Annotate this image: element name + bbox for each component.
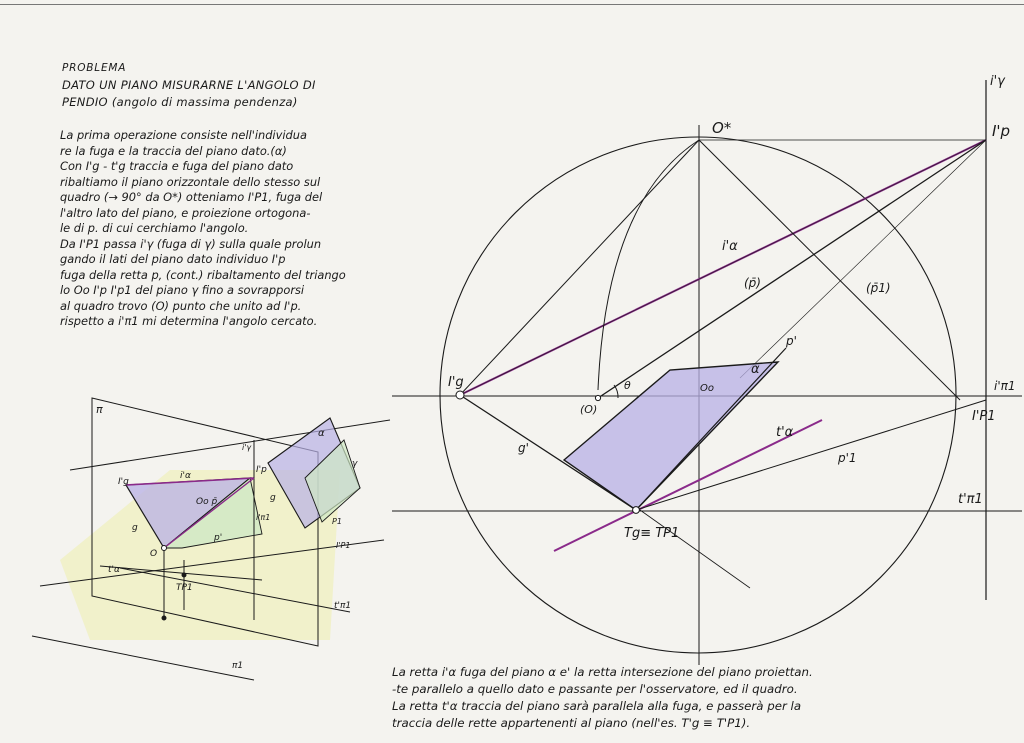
sketch-label-g: g	[132, 523, 138, 533]
explanation-line: l'altro lato del piano, e proiezione ortogona-	[60, 205, 311, 220]
label-p1-prime: p'1	[838, 451, 857, 465]
label-igamma: i'γ	[990, 74, 1005, 89]
label-theta: θ	[624, 379, 631, 392]
label-o-paren: (O)	[580, 403, 598, 416]
sketch-label-tpi1: t'π1	[334, 601, 352, 611]
sketch-label-alpha: α	[318, 428, 325, 439]
label-tpi1: t'π1	[958, 492, 983, 507]
sketch-label-pprime: p'	[214, 533, 223, 543]
label-ialpha: i'α	[722, 239, 738, 254]
explanation-line: le di p. di cui cerchiamo l'angolo.	[60, 221, 249, 235]
sketch-point-tp1	[182, 573, 186, 577]
explanation-line: La prima operazione consiste nell'individua	[60, 128, 307, 142]
label-ig: I'g	[448, 375, 464, 390]
explanation-line: ribaltiamo il piano orizzontale dello stesso sul	[60, 174, 321, 189]
label-p-prime: p'	[786, 334, 797, 348]
explanation-line: quadro (→ 90° da O*) otteniamo I'P1, fuga del	[60, 190, 323, 204]
sketch-point-low	[162, 616, 166, 620]
caption-line: -te parallelo a quello dato e passante per l'osservatore, ed il quadro.	[392, 682, 798, 696]
caption-line: La retta i'α fuga del piano α e' la retta intersezione del piano proiettan.	[392, 665, 813, 679]
label-ip: I'p	[992, 122, 1011, 140]
sketch-label-pi: π	[96, 403, 103, 416]
sketch-label-ig: I'g	[118, 477, 129, 487]
label-g-prime: g'	[518, 441, 529, 455]
label-alpha: α	[751, 362, 760, 377]
label-ipi1: i'π1	[994, 379, 1016, 393]
sketch-label-ialpha: i'α	[180, 471, 191, 481]
explanation-line: rispetto a i'π1 mi determina l'angolo cercato.	[60, 314, 318, 328]
problem-line-1: DATO UN PIANO MISURARNE L'ANGOLO DI	[62, 78, 316, 92]
sketch-label-tp1: TP1	[176, 583, 193, 593]
explanation-line: gando il lati del piano dato individuo I'p	[60, 252, 286, 266]
label-tg: Tg≡ TP1	[624, 526, 680, 541]
explanation-line: Con I'g - t'g traccia e fuga del piano dato	[60, 159, 294, 173]
explanation-line: Da I'P1 passa i'γ (fuga di γ) sulla quale prolun	[60, 236, 322, 251]
label-oo: Oo	[700, 383, 714, 394]
sketch-label-o: O	[150, 549, 158, 559]
sketch-label-oo-p: Oo p̄	[196, 497, 218, 507]
sketch-label-ip1: I'P1	[336, 541, 351, 550]
sketch-label-ip: I'p	[256, 465, 267, 475]
sketch-label-talpha: t'α	[108, 565, 120, 575]
label-p-bar: (p̄)	[744, 276, 761, 290]
label-p1-bar: (p̄1)	[866, 281, 891, 295]
explanation-line: lo Oo I'p I'p1 del piano γ fino a sovrapporsi	[60, 283, 305, 297]
label-o-star: O*	[712, 119, 732, 137]
explanation-line: re la fuga e la traccia del piano dato.(α)	[60, 143, 287, 158]
sketch-point-o	[162, 546, 167, 551]
label-ip1: I'P1	[972, 409, 996, 424]
sketch-label-igamma: i'γ	[242, 443, 252, 452]
explanation-line: fuga della retta p, (cont.) ribaltamento del triango	[60, 267, 346, 282]
caption-line: La retta t'α traccia del piano sarà parallela alla fuga, e passerà per la	[392, 699, 802, 713]
sketch-label-p1: P1	[332, 517, 342, 526]
sketch-label-gamma: γ	[352, 459, 358, 469]
sketch-label-ipi1: i'π1	[256, 513, 271, 522]
problem-label: PROBLEMA	[62, 62, 127, 74]
caption-line: traccia delle rette appartenenti al piano (nell'es. T'g ≡ T'P1).	[392, 716, 751, 730]
caption-text	[392, 664, 1002, 732]
label-t-alpha: t'α	[776, 425, 794, 440]
sketch-label-pi1: π1	[232, 661, 244, 671]
explanation-line: al quadro trovo (O) punto che unito ad I'p.	[60, 298, 302, 313]
sketch-label-gsmall: g	[270, 493, 276, 503]
sketch-ground-line-2	[32, 636, 254, 680]
problem-line-2: PENDIO (angolo di massima pendenza)	[62, 95, 298, 109]
